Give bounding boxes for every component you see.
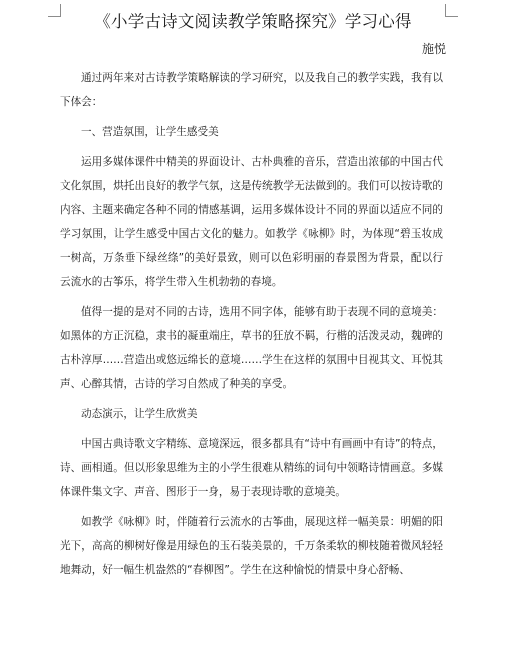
author-name: 施悦 bbox=[421, 42, 446, 56]
document-body bbox=[60, 66, 443, 588]
body-paragraph: 中国古典诗歌文字精练、意境深远，很多都具有“诗中有画画中有诗”的特点，诗、画相通。但以形象思维为主的小学生很难从精练的词句中领略诗情画意。多媒体课件集文字、声音、图形于一身，易于表现诗歌的意境美。 bbox=[60, 438, 443, 498]
document-title: 《小学古诗文阅读教学策略探究》学习心得 bbox=[94, 12, 412, 31]
section-heading: 动态演示，让学生欣赏美 bbox=[81, 408, 198, 420]
section-heading: 一、营造氛围，让学生感受美 bbox=[81, 126, 219, 138]
margin-corner-mark bbox=[445, 4, 458, 17]
body-paragraph: 运用多媒体课件中精美的界面设计、古朴典雅的音乐，营造出浓郁的中国古代文化氛围，烘托出良好的教学气氛，这是传统教学无法做到的。我们可以按诗歌的内容、主题来确定各种不同的情感基调，运用多媒体设计不同的界面以适应不同的学习氛围，让学生感受中国古文化的魅力。如教学《咏柳》时，为体现“碧玉妆成一树高，万条垂下绿丝绦”的美好景致，则可以色彩明丽的春景图为背景，配以行云流水的古筝乐，将学生带入生机勃勃的春境。 bbox=[60, 156, 443, 288]
body-paragraph: 如教学《咏柳》时，伴随着行云流水的古筝曲，展现这样一幅美景：明媚的阳光下，高高的柳树好像是用绿色的玉石装美景的，千万条柔软的柳枝随着微风轻轻地舞动，好一幅生机盎然的“春柳图”。学生在这种愉悦的情景中身心舒畅、 bbox=[60, 516, 443, 576]
body-paragraph: 值得一提的是对不同的古诗，选用不同字体，能够有助于表现不同的意境美：如黑体的方正沉稳，隶书的凝重端庄，草书的狂放不羁，行楷的活泼灵动，魏碑的古朴淳厚……营造出或悠远绵长的意境……学生在这样的氛围中目视其文、耳悦其声、心醉其情，古诗的学习自然成了种美的享受。 bbox=[60, 306, 443, 390]
intro-paragraph: 通过两年来对古诗教学策略解读的学习研究，以及我自己的教学实践，我有以下体会： bbox=[60, 72, 443, 108]
